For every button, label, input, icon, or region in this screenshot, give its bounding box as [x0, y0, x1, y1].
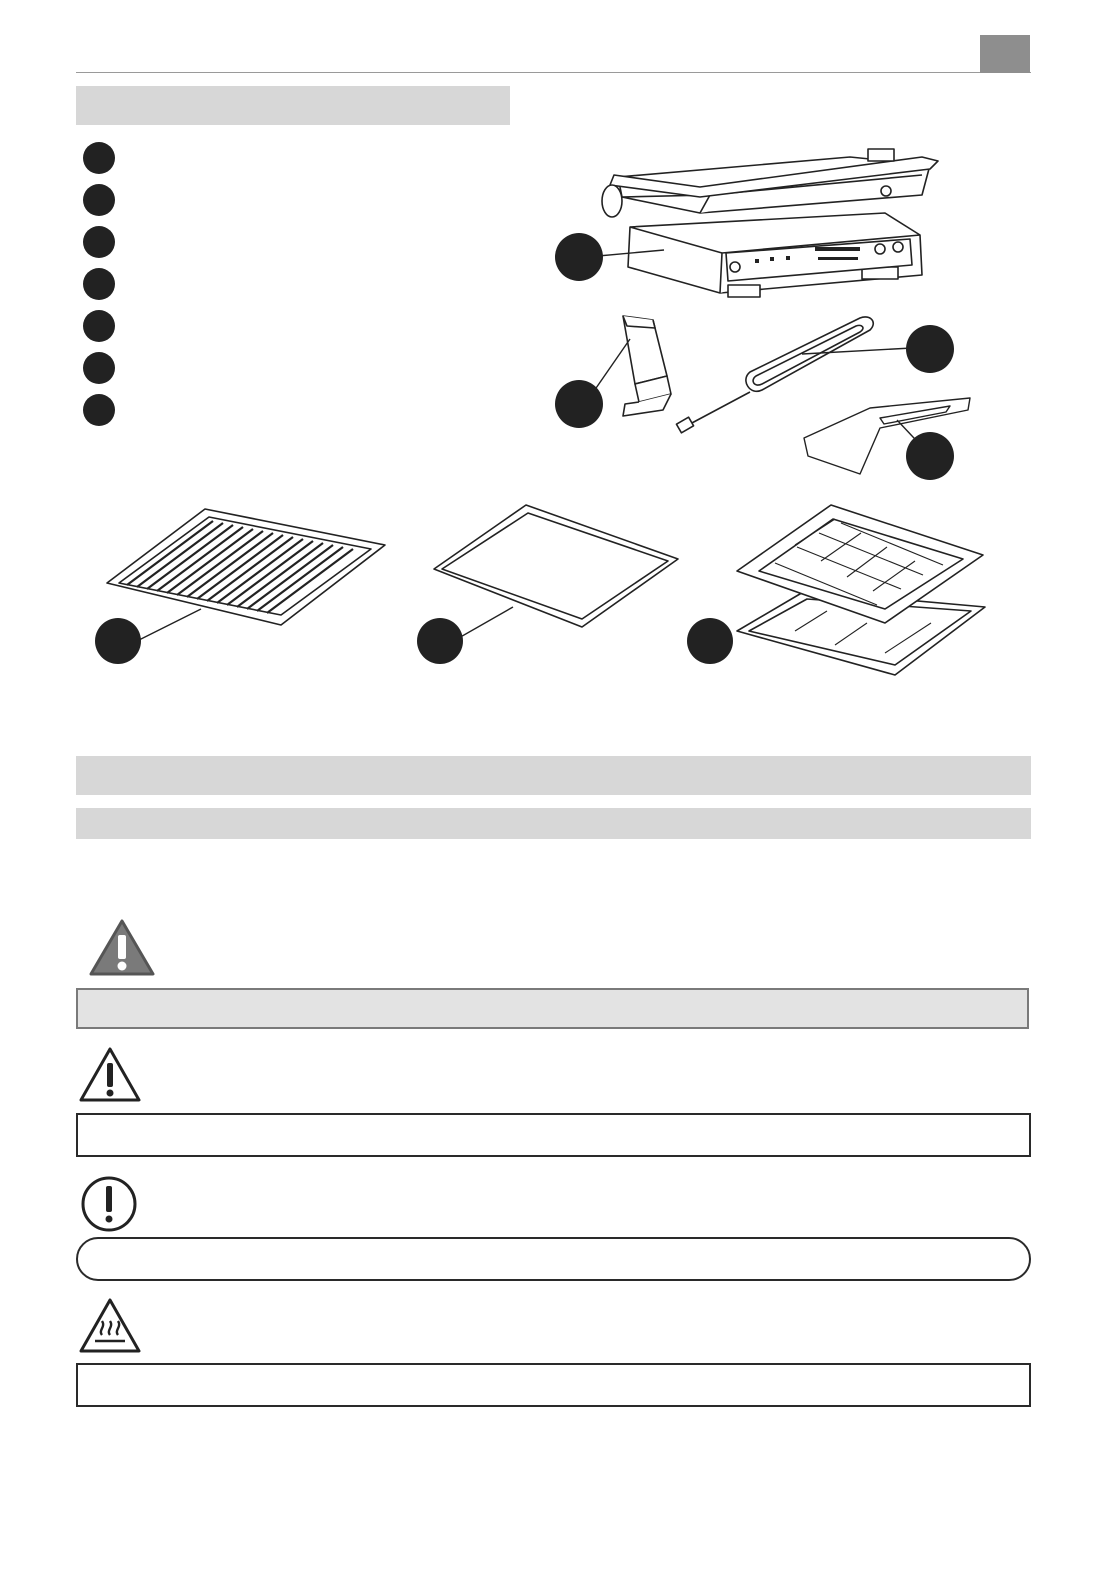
part-number-7 — [83, 394, 115, 426]
waffle-plates-illustration — [735, 503, 990, 683]
callout-scraper — [906, 432, 954, 480]
note-box-hot-surface — [76, 1363, 1031, 1407]
part-number-5 — [83, 310, 115, 342]
warning-triangle-filled-icon — [88, 918, 156, 978]
leader-line-ribbed-plate — [135, 605, 205, 645]
callout-drip-tray — [555, 380, 603, 428]
section-bar-1 — [76, 756, 1031, 795]
leader-line-grill — [598, 236, 668, 260]
part-number-6 — [83, 352, 115, 384]
part-number-2 — [83, 184, 115, 216]
header-rule — [76, 72, 1031, 73]
note-box-warning — [76, 1113, 1031, 1157]
hot-surface-icon — [78, 1297, 142, 1355]
callout-probe — [906, 325, 954, 373]
part-number-4 — [83, 268, 115, 300]
grill-unit-illustration — [550, 135, 950, 305]
warning-triangle-outline-icon — [78, 1046, 142, 1104]
page-number-tab — [980, 35, 1030, 73]
callout-flat-plate — [417, 618, 463, 664]
callout-grill-unit — [555, 233, 603, 281]
section-title-bar — [76, 86, 510, 125]
note-box-caution — [76, 1237, 1031, 1281]
leader-line-flat-plate — [455, 603, 517, 643]
callout-ribbed-plate — [95, 618, 141, 664]
callout-waffle-plates — [687, 618, 733, 664]
leader-line-probe — [800, 340, 915, 360]
section-bar-2 — [76, 808, 1031, 839]
leader-line-drip-tray — [590, 335, 635, 395]
note-box-gray — [76, 988, 1029, 1029]
exclamation-circle-icon — [80, 1175, 138, 1233]
part-number-1 — [83, 142, 115, 174]
part-number-3 — [83, 226, 115, 258]
scraper-illustration — [800, 388, 975, 488]
